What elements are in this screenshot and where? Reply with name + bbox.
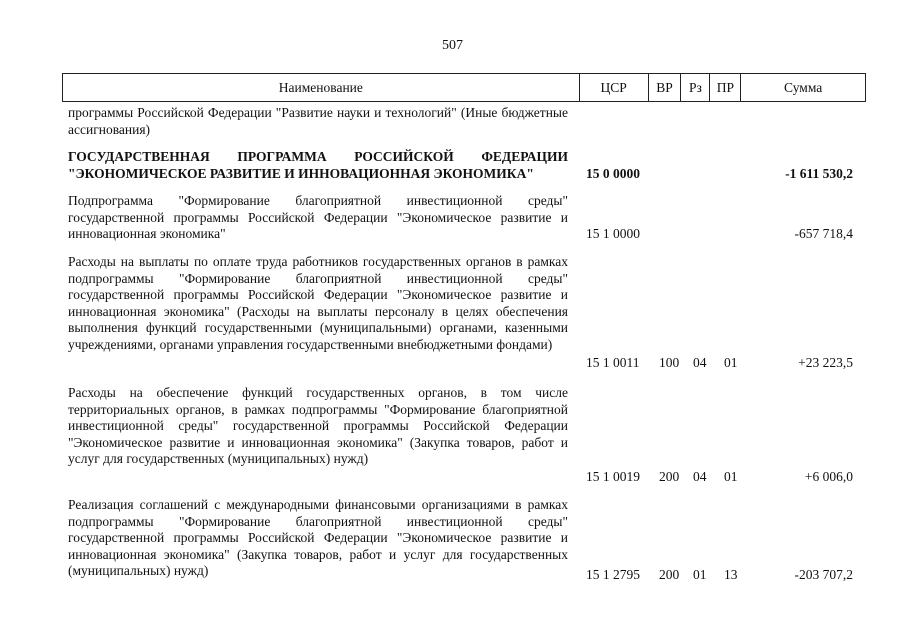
row-pr: 01 xyxy=(724,354,738,370)
header-pr: ПР xyxy=(710,74,741,101)
header-rz: Рз xyxy=(681,74,710,101)
row-csr: 15 1 0011 xyxy=(586,354,640,370)
table-row xyxy=(62,105,866,138)
table-header xyxy=(62,73,866,102)
table-row xyxy=(62,385,866,485)
row-pr: 01 xyxy=(724,468,738,484)
row-vr: 100 xyxy=(659,354,680,370)
table-row xyxy=(62,497,866,583)
header-sum: Сумма xyxy=(784,79,823,95)
row-csr: 15 1 2795 xyxy=(586,566,640,582)
row-name: ГОСУДАРСТВЕННАЯ ПРОГРАММА РОССИЙСКОЙ ФЕДЕРАЦИИ "ЭКОНОМИЧЕСКОЕ РАЗВИТИЕ И ИННОВАЦИОННАЯ ЭКОНОМИКА" xyxy=(68,149,568,181)
row-name: Расходы на выплаты по оплате труда работников государственных органов в рамках подпрограммы "Формирование благоприятной инвестиционной среды" государственной программы Российской Федерации "Экономическое развитие и инновационная экономика" (Расходы на выплаты персоналу в целях обеспечения выполнения функций государственными (муниципальными) органами, казенными учреждениями, органами управления государственными внебюджетными фондами) xyxy=(68,254,568,352)
row-name: Реализация соглашений с международными финансовыми организациями в рамках подпрограммы "Формирование благоприятной инвестиционной среды" государственной программы Российской Федерации "Экономическое развитие и инновационная экономика" (Закупка товаров, работ и услуг для государственных (муниципальных) нужд) xyxy=(68,497,568,578)
table-row xyxy=(62,149,866,182)
row-vr: 200 xyxy=(659,566,680,582)
row-sum: -1 611 530,2 xyxy=(785,165,853,181)
row-rz: 04 xyxy=(693,354,707,370)
header-name: Наименование xyxy=(63,74,580,101)
row-sum: +23 223,5 xyxy=(798,354,853,370)
table-row xyxy=(62,254,866,371)
header-vr: ВР xyxy=(649,74,682,101)
row-name: Подпрограмма "Формирование благоприятной инвестиционной среды" государственной программы Российской Федерации "Экономическое развитие и инновационная экономика" xyxy=(68,193,568,241)
row-name: Расходы на обеспечение функций государственных органов, в том числе территориальных органов, в рамках подпрограммы "Формирование благоприятной инвестиционной среды" государственной программы Российской Федерации "Экономическое развитие и инновационная экономика" (Закупка товаров, работ и услуг для государственных (муниципальных) нужд) xyxy=(68,385,568,466)
row-sum: -657 718,4 xyxy=(794,225,853,241)
row-name: программы Российской Федерации "Развитие науки и технологий" (Иные бюджетные ассигнования) xyxy=(68,105,568,137)
row-sum: +6 006,0 xyxy=(804,468,853,484)
header-csr: ЦСР xyxy=(580,74,649,101)
row-sum: -203 707,2 xyxy=(794,566,853,582)
row-csr: 15 1 0000 xyxy=(586,225,640,241)
row-csr: 15 1 0019 xyxy=(586,468,640,484)
row-pr: 13 xyxy=(724,566,738,582)
row-csr: 15 0 0000 xyxy=(586,165,640,181)
row-vr: 200 xyxy=(659,468,680,484)
page-number: 507 xyxy=(442,38,463,53)
table-row xyxy=(62,193,866,242)
row-rz: 04 xyxy=(693,468,707,484)
row-rz: 01 xyxy=(693,566,707,582)
